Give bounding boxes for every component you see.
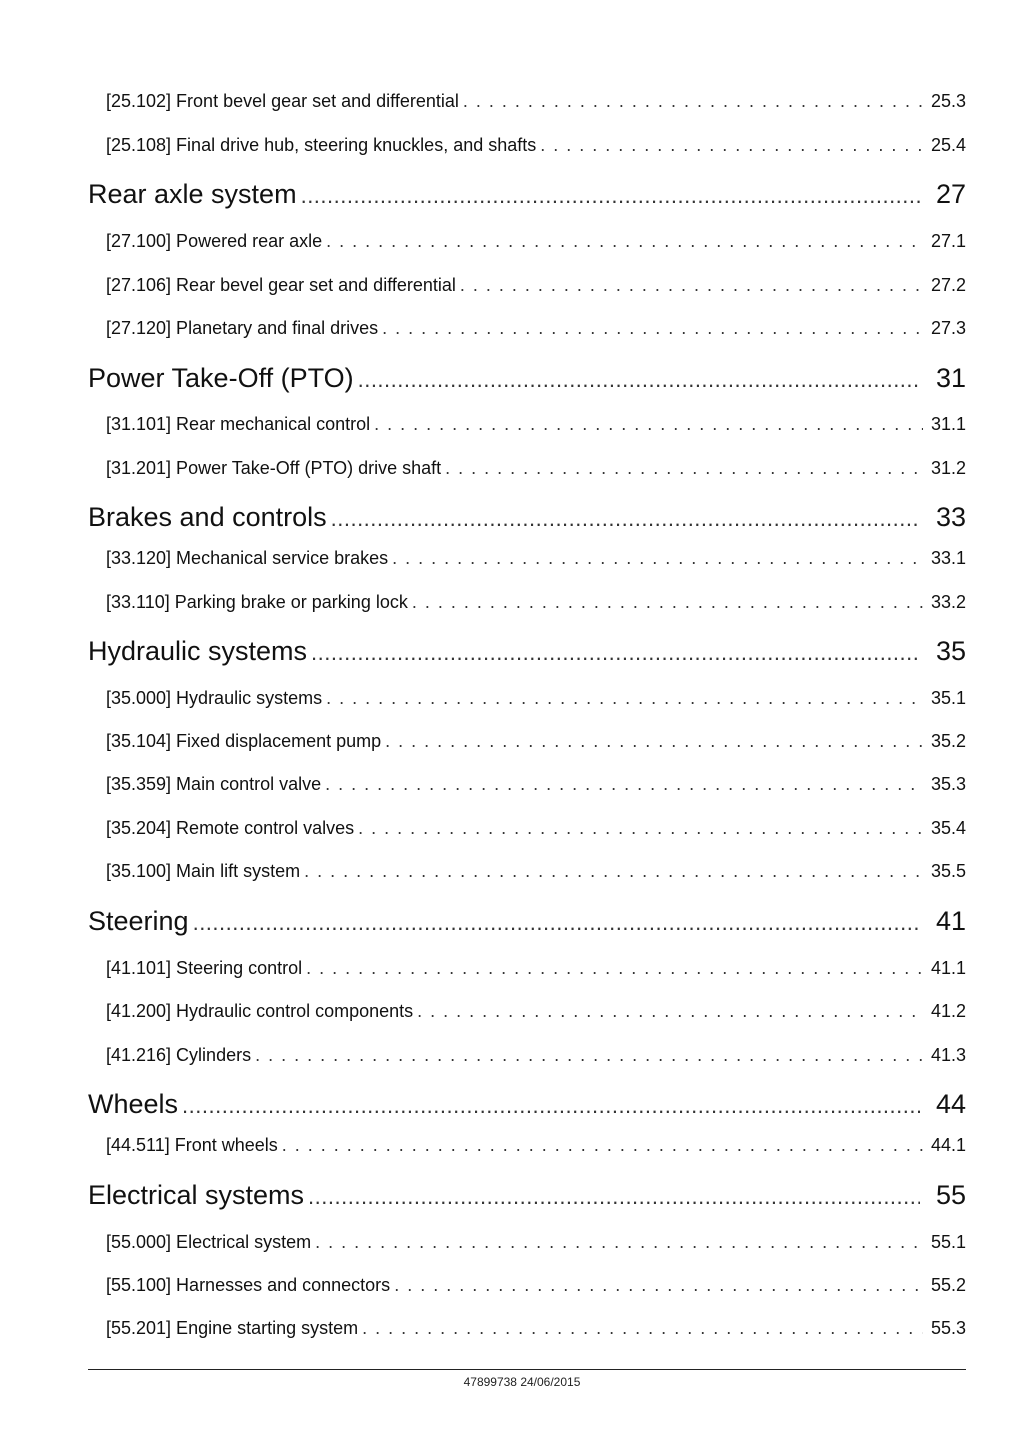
- toc-entry-title: Steering: [88, 906, 189, 936]
- dot-leader: [412, 591, 923, 613]
- toc-entry-title: [35.104] Fixed displacement pump: [106, 731, 382, 751]
- dot-leader: [445, 457, 923, 479]
- toc-page-number: 33: [935, 502, 966, 532]
- toc-entry-title: [55.100] Harnesses and connectors: [106, 1275, 391, 1295]
- toc-entry-title: Power Take-Off (PTO): [88, 363, 354, 393]
- toc-entry-title: [27.100] Powered rear axle: [106, 231, 323, 251]
- toc-entry[interactable]: [106, 687, 966, 711]
- toc-entry-title: [41.101] Steering control: [106, 958, 303, 978]
- dot-leader: [308, 1181, 920, 1213]
- toc-entry[interactable]: [106, 413, 966, 437]
- dot-leader: [304, 860, 923, 882]
- footer-doc-id: 47899738 24/06/2015: [463, 1375, 581, 1389]
- dot-leader: [374, 413, 923, 435]
- toc-entry[interactable]: [106, 230, 966, 254]
- toc-page-number: 31: [935, 363, 966, 393]
- toc-entry[interactable]: [106, 817, 966, 841]
- toc-entry-title: [33.110] Parking brake or parking lock: [106, 592, 408, 612]
- toc-entry[interactable]: [106, 1044, 966, 1068]
- toc-entry[interactable]: [106, 274, 966, 298]
- dot-leader: [311, 637, 920, 669]
- toc-entry-title: Rear axle system: [88, 179, 297, 209]
- toc-entry-title: [41.200] Hydraulic control components: [106, 1001, 414, 1021]
- dot-leader: [255, 1044, 923, 1066]
- footer-divider: [88, 1369, 966, 1370]
- toc-page-number: 41.1: [930, 958, 966, 978]
- toc-entry[interactable]: [106, 1317, 966, 1341]
- toc-entry-title: Electrical systems: [88, 1180, 305, 1210]
- dot-leader: [331, 503, 920, 535]
- toc-entry[interactable]: [106, 1231, 966, 1255]
- toc-section-heading[interactable]: [88, 635, 966, 669]
- toc-page-number: 55: [935, 1180, 966, 1210]
- dot-leader: [325, 773, 923, 795]
- toc-entry-title: [41.216] Cylinders: [106, 1045, 252, 1065]
- toc-entry[interactable]: [106, 1000, 966, 1024]
- toc-page-number: 44.1: [930, 1135, 966, 1155]
- dot-leader: [282, 1134, 923, 1156]
- dot-leader: [460, 274, 923, 296]
- toc-page-number: 35.2: [930, 731, 966, 751]
- toc-page-number: 33.2: [930, 592, 966, 612]
- dot-leader: [382, 317, 923, 339]
- toc-entry[interactable]: [106, 591, 966, 615]
- toc-section-heading[interactable]: [88, 1088, 966, 1122]
- toc-entry-title: Brakes and controls: [88, 502, 327, 532]
- toc-entry-title: Hydraulic systems: [88, 636, 308, 666]
- toc-entry[interactable]: [106, 457, 966, 481]
- toc-entry-title: [27.120] Planetary and final drives: [106, 318, 379, 338]
- toc-entry-title: [35.100] Main lift system: [106, 861, 301, 881]
- dot-leader: [362, 1317, 923, 1339]
- dot-leader: [182, 1090, 920, 1122]
- toc-page-number: 25.3: [930, 91, 966, 111]
- dot-leader: [301, 180, 920, 212]
- toc-entry-title: [27.106] Rear bevel gear set and differential: [106, 275, 456, 295]
- toc-page-number: 35.3: [930, 774, 966, 794]
- dot-leader: [417, 1000, 923, 1022]
- dot-leader: [358, 364, 920, 396]
- toc-page-number: 27.1: [930, 231, 966, 251]
- toc-entry-title: Wheels: [88, 1089, 179, 1119]
- dot-leader: [306, 957, 923, 979]
- dot-leader: [540, 134, 923, 156]
- dot-leader: [358, 817, 923, 839]
- toc-entry-title: [35.000] Hydraulic systems: [106, 688, 323, 708]
- toc-page-number: 55.2: [930, 1275, 966, 1295]
- toc-page-number: 41.3: [930, 1045, 966, 1065]
- toc-entry[interactable]: [106, 773, 966, 797]
- toc-section-heading[interactable]: [88, 905, 966, 939]
- toc-page-number: 31.1: [930, 414, 966, 434]
- toc-entry[interactable]: [106, 1274, 966, 1298]
- toc-page-number: 55.3: [930, 1318, 966, 1338]
- dot-leader: [315, 1231, 923, 1253]
- toc-page-number: 44: [935, 1089, 966, 1119]
- dot-leader: [385, 730, 923, 752]
- toc-page-number: 33.1: [930, 548, 966, 568]
- toc-entry[interactable]: [106, 860, 966, 884]
- toc-entry[interactable]: [106, 317, 966, 341]
- toc-entry[interactable]: [106, 957, 966, 981]
- toc-entry[interactable]: [106, 134, 966, 158]
- toc-entry-title: [55.201] Engine starting system: [106, 1318, 359, 1338]
- toc-entry-title: [31.101] Rear mechanical control: [106, 414, 371, 434]
- toc-page-number: 25.4: [930, 135, 966, 155]
- toc-page-number: 27.2: [930, 275, 966, 295]
- toc-entry-title: [35.204] Remote control valves: [106, 818, 355, 838]
- toc-page-number: 35.1: [930, 688, 966, 708]
- dot-leader: [193, 907, 920, 939]
- toc-entry-title: [25.108] Final drive hub, steering knuckles, and shafts: [106, 135, 537, 155]
- dot-leader: [326, 230, 923, 252]
- toc-section-heading[interactable]: [88, 1179, 966, 1213]
- toc-page-number: 41: [935, 906, 966, 936]
- toc-page-number: 31.2: [930, 458, 966, 478]
- toc-section-heading[interactable]: [88, 362, 966, 396]
- toc-page-number: 27: [935, 179, 966, 209]
- toc-entry-title: [55.000] Electrical system: [106, 1232, 312, 1252]
- toc-entry-title: [25.102] Front bevel gear set and differential: [106, 91, 459, 111]
- toc-entry-title: [31.201] Power Take-Off (PTO) drive shaft: [106, 458, 442, 478]
- toc-page-number: 27.3: [930, 318, 966, 338]
- toc-page-number: 35: [935, 636, 966, 666]
- toc-page-number: 35.5: [930, 861, 966, 881]
- dot-leader: [326, 687, 923, 709]
- toc-entry[interactable]: [106, 90, 966, 114]
- toc-page-number: 41.2: [930, 1001, 966, 1021]
- toc-entry[interactable]: [106, 547, 966, 571]
- toc-entry[interactable]: [106, 1134, 966, 1158]
- toc-section-heading[interactable]: [88, 501, 966, 535]
- toc-page-number: 55.1: [930, 1232, 966, 1252]
- toc-page-number: 35.4: [930, 818, 966, 838]
- toc-entry-title: [33.120] Mechanical service brakes: [106, 548, 389, 568]
- dot-leader: [392, 547, 923, 569]
- toc-entry-title: [35.359] Main control valve: [106, 774, 322, 794]
- toc-section-heading[interactable]: [88, 178, 966, 212]
- dot-leader: [394, 1274, 923, 1296]
- dot-leader: [463, 90, 923, 112]
- toc-entry[interactable]: [106, 730, 966, 754]
- toc-entry-title: [44.511] Front wheels: [106, 1135, 278, 1155]
